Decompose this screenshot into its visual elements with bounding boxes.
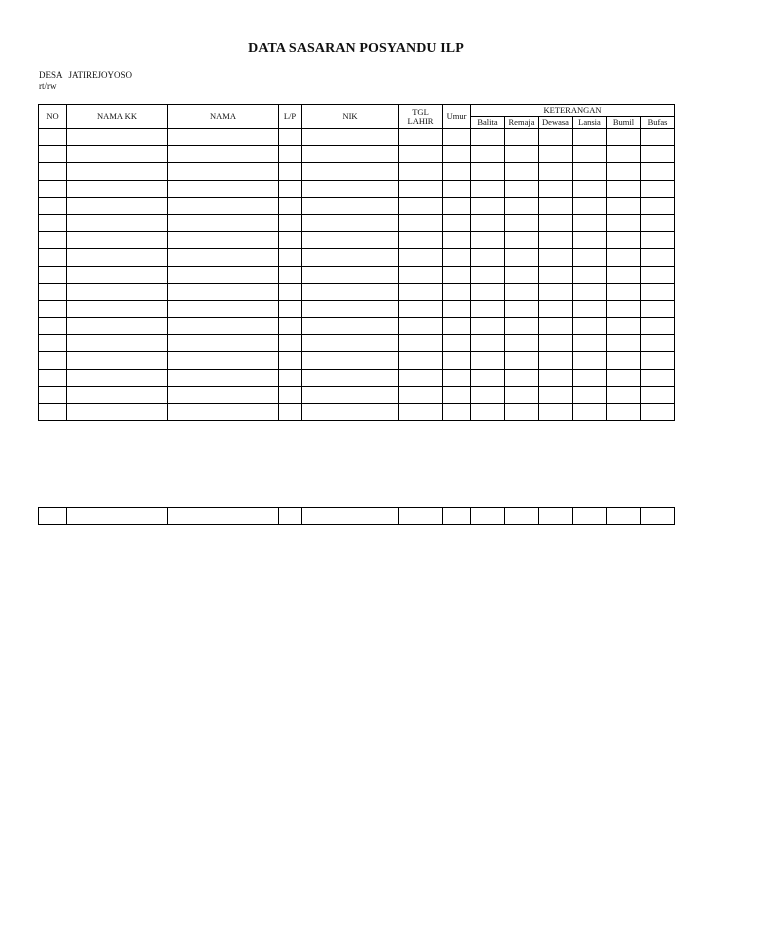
table-cell xyxy=(607,163,641,180)
table-row xyxy=(39,352,675,369)
table-cell xyxy=(539,180,573,197)
col-header-keterangan: KETERANGAN xyxy=(471,105,675,117)
table-cell xyxy=(573,508,607,525)
table-cell xyxy=(573,386,607,403)
table-cell xyxy=(573,197,607,214)
col-header-nama: NAMA xyxy=(168,105,279,129)
table-cell xyxy=(279,249,302,266)
table-cell xyxy=(279,163,302,180)
table-row xyxy=(39,335,675,352)
table-cell xyxy=(471,352,505,369)
table-cell xyxy=(302,249,399,266)
table-cell xyxy=(39,129,67,146)
table-cell xyxy=(168,369,279,386)
table-cell xyxy=(399,352,443,369)
table-cell xyxy=(302,197,399,214)
table-row xyxy=(39,266,675,283)
table-cell xyxy=(399,335,443,352)
table-row xyxy=(39,300,675,317)
table-cell xyxy=(505,146,539,163)
col-header-bufas: Bufas xyxy=(641,117,675,129)
table-cell xyxy=(505,283,539,300)
table-cell xyxy=(67,129,168,146)
table-cell xyxy=(279,283,302,300)
table-cell xyxy=(39,386,67,403)
table-cell xyxy=(471,335,505,352)
table-cell xyxy=(39,197,67,214)
summary-body xyxy=(39,508,675,525)
table-cell xyxy=(302,283,399,300)
table-cell xyxy=(302,180,399,197)
table-cell xyxy=(539,283,573,300)
table-cell xyxy=(471,146,505,163)
table-cell xyxy=(399,146,443,163)
table-cell xyxy=(279,232,302,249)
table-cell xyxy=(399,318,443,335)
table-cell xyxy=(302,146,399,163)
table-row xyxy=(39,180,675,197)
table-cell xyxy=(641,232,675,249)
table-cell xyxy=(279,180,302,197)
table-cell xyxy=(471,386,505,403)
table-row xyxy=(39,129,675,146)
col-header-lahir: LAHIR xyxy=(407,115,434,126)
table-cell xyxy=(607,214,641,231)
table-cell xyxy=(443,249,471,266)
table-cell xyxy=(443,197,471,214)
desa-line xyxy=(39,70,132,80)
table-body xyxy=(39,129,675,421)
table-cell xyxy=(279,146,302,163)
table-cell xyxy=(471,180,505,197)
table-cell xyxy=(443,369,471,386)
table-cell xyxy=(573,318,607,335)
table-cell xyxy=(505,232,539,249)
table-cell xyxy=(168,404,279,421)
table-cell xyxy=(641,404,675,421)
table-cell xyxy=(443,214,471,231)
table-cell xyxy=(39,146,67,163)
table-cell xyxy=(573,266,607,283)
table-cell xyxy=(39,249,67,266)
table-row xyxy=(39,163,675,180)
col-header-umur: Umur xyxy=(443,105,471,129)
table-cell xyxy=(641,369,675,386)
table-cell xyxy=(641,214,675,231)
table-cell xyxy=(471,232,505,249)
table-cell xyxy=(39,180,67,197)
table-row xyxy=(39,232,675,249)
col-header-lp: L/P xyxy=(279,105,302,129)
table-cell xyxy=(168,283,279,300)
table-cell xyxy=(471,283,505,300)
table-cell xyxy=(399,197,443,214)
table-cell xyxy=(573,283,607,300)
table-cell xyxy=(471,369,505,386)
table-cell xyxy=(443,266,471,283)
desa-value: JATIREJOYOSO xyxy=(68,70,133,80)
table-cell xyxy=(67,369,168,386)
col-header-bumil: Bumil xyxy=(607,117,641,129)
table-cell xyxy=(443,180,471,197)
table-cell xyxy=(302,352,399,369)
table-cell xyxy=(302,232,399,249)
table-row xyxy=(39,249,675,266)
table-cell xyxy=(443,508,471,525)
table-cell xyxy=(539,197,573,214)
table-cell xyxy=(399,163,443,180)
table-cell xyxy=(539,352,573,369)
table-row xyxy=(39,404,675,421)
table-cell xyxy=(607,249,641,266)
table-cell xyxy=(168,249,279,266)
table-cell xyxy=(168,146,279,163)
table-cell xyxy=(471,318,505,335)
col-header-tgl: TGL xyxy=(412,106,429,117)
col-header-nik: NIK xyxy=(302,105,399,129)
table-cell xyxy=(168,129,279,146)
table-cell xyxy=(471,163,505,180)
table-row xyxy=(39,283,675,300)
table-cell xyxy=(505,180,539,197)
table-cell xyxy=(279,300,302,317)
table-cell xyxy=(302,266,399,283)
table-cell xyxy=(168,214,279,231)
col-header-lansia: Lansia xyxy=(573,117,607,129)
table-cell xyxy=(607,386,641,403)
table-cell xyxy=(443,232,471,249)
table-cell xyxy=(279,508,302,525)
summary-row xyxy=(39,508,675,525)
table-cell xyxy=(573,163,607,180)
table-cell xyxy=(168,352,279,369)
table-cell xyxy=(641,146,675,163)
table-cell xyxy=(539,266,573,283)
table-cell xyxy=(471,508,505,525)
table-cell xyxy=(641,163,675,180)
table-cell xyxy=(539,369,573,386)
table-cell xyxy=(279,386,302,403)
table-cell xyxy=(607,300,641,317)
table-row xyxy=(39,214,675,231)
target-data-table xyxy=(38,104,675,421)
table-row xyxy=(39,369,675,386)
table-cell xyxy=(539,404,573,421)
table-cell xyxy=(573,300,607,317)
table-cell xyxy=(539,335,573,352)
table-cell xyxy=(67,266,168,283)
table-cell xyxy=(279,369,302,386)
table-cell xyxy=(67,300,168,317)
table-cell xyxy=(573,180,607,197)
table-cell xyxy=(641,283,675,300)
table-cell xyxy=(607,352,641,369)
table-cell xyxy=(573,335,607,352)
table-cell xyxy=(168,318,279,335)
table-row xyxy=(39,197,675,214)
table-cell xyxy=(471,197,505,214)
table-cell xyxy=(573,369,607,386)
table-cell xyxy=(302,386,399,403)
table-cell xyxy=(607,232,641,249)
col-header-dewasa: Dewasa xyxy=(539,117,573,129)
table-cell xyxy=(168,232,279,249)
table-cell xyxy=(607,335,641,352)
table-cell xyxy=(573,232,607,249)
table-cell xyxy=(39,163,67,180)
table-cell xyxy=(471,129,505,146)
table-cell xyxy=(443,129,471,146)
table-cell xyxy=(539,129,573,146)
table-cell xyxy=(399,369,443,386)
table-cell xyxy=(39,404,67,421)
table-cell xyxy=(607,146,641,163)
table-cell xyxy=(399,249,443,266)
table-cell xyxy=(168,386,279,403)
desa-label: DESA xyxy=(39,70,63,80)
table-cell xyxy=(399,508,443,525)
table-cell xyxy=(279,266,302,283)
table-cell xyxy=(505,369,539,386)
table-cell xyxy=(67,249,168,266)
table-cell xyxy=(607,197,641,214)
table-cell xyxy=(279,404,302,421)
table-cell xyxy=(39,335,67,352)
table-cell xyxy=(168,266,279,283)
table-cell xyxy=(641,249,675,266)
table-cell xyxy=(67,163,168,180)
table-cell xyxy=(443,163,471,180)
table-cell xyxy=(67,283,168,300)
table-cell xyxy=(302,163,399,180)
rtrw-label: rt/rw xyxy=(39,81,57,91)
table-cell xyxy=(539,508,573,525)
table-cell xyxy=(641,266,675,283)
table-cell xyxy=(607,404,641,421)
table-cell xyxy=(641,508,675,525)
table-cell xyxy=(471,300,505,317)
table-cell xyxy=(505,214,539,231)
table-cell xyxy=(399,386,443,403)
table-cell xyxy=(505,249,539,266)
table-cell xyxy=(399,283,443,300)
table-cell xyxy=(67,232,168,249)
table-cell xyxy=(39,352,67,369)
table-cell xyxy=(505,404,539,421)
table-cell xyxy=(302,508,399,525)
table-cell xyxy=(641,318,675,335)
table-cell xyxy=(539,163,573,180)
table-cell xyxy=(505,508,539,525)
table-cell xyxy=(505,352,539,369)
table-cell xyxy=(279,335,302,352)
table-cell xyxy=(641,180,675,197)
table-cell xyxy=(443,404,471,421)
table-cell xyxy=(302,404,399,421)
table-cell xyxy=(471,266,505,283)
table-cell xyxy=(607,283,641,300)
table-cell xyxy=(443,283,471,300)
table-cell xyxy=(279,352,302,369)
table-cell xyxy=(279,129,302,146)
table-cell xyxy=(168,300,279,317)
table-cell xyxy=(641,197,675,214)
table-cell xyxy=(39,508,67,525)
table-cell xyxy=(573,146,607,163)
table-cell xyxy=(539,318,573,335)
table-cell xyxy=(39,318,67,335)
table-cell xyxy=(505,300,539,317)
page-title: DATA SASARAN POSYANDU ILP xyxy=(248,41,464,56)
table-cell xyxy=(39,232,67,249)
table-cell xyxy=(168,197,279,214)
summary-table xyxy=(38,507,675,525)
table-cell xyxy=(573,214,607,231)
table-cell xyxy=(505,335,539,352)
table-cell xyxy=(279,197,302,214)
table-cell xyxy=(443,335,471,352)
table-cell xyxy=(302,129,399,146)
table-cell xyxy=(168,163,279,180)
table-cell xyxy=(67,214,168,231)
table-cell xyxy=(641,335,675,352)
table-cell xyxy=(573,249,607,266)
table-row xyxy=(39,146,675,163)
table-cell xyxy=(67,404,168,421)
table-cell xyxy=(279,214,302,231)
table-cell xyxy=(573,352,607,369)
table-cell xyxy=(539,214,573,231)
table-cell xyxy=(443,146,471,163)
table-cell xyxy=(399,404,443,421)
table-cell xyxy=(607,369,641,386)
table-cell xyxy=(67,146,168,163)
col-header-balita: Balita xyxy=(471,117,505,129)
table-cell xyxy=(607,180,641,197)
table-cell xyxy=(471,404,505,421)
table-cell xyxy=(399,300,443,317)
table-cell xyxy=(607,129,641,146)
table-cell xyxy=(443,300,471,317)
table-row xyxy=(39,386,675,403)
table-cell xyxy=(505,318,539,335)
table-cell xyxy=(539,232,573,249)
col-header-remaja: Remaja xyxy=(505,117,539,129)
table-cell xyxy=(399,129,443,146)
table-cell xyxy=(67,180,168,197)
table-cell xyxy=(399,232,443,249)
table-cell xyxy=(505,197,539,214)
table-cell xyxy=(471,249,505,266)
table-cell xyxy=(302,300,399,317)
col-header-nama-kk: NAMA KK xyxy=(67,105,168,129)
table-cell xyxy=(641,300,675,317)
col-header-tgl-lahir xyxy=(399,105,443,129)
table-cell xyxy=(539,386,573,403)
table-cell xyxy=(641,352,675,369)
table-cell xyxy=(573,404,607,421)
table-cell xyxy=(539,249,573,266)
table-cell xyxy=(471,214,505,231)
table-cell xyxy=(505,129,539,146)
table-cell xyxy=(168,508,279,525)
table-cell xyxy=(67,508,168,525)
table-cell xyxy=(443,318,471,335)
table-cell xyxy=(302,318,399,335)
table-cell xyxy=(168,335,279,352)
table-cell xyxy=(607,508,641,525)
table-cell xyxy=(168,180,279,197)
table-cell xyxy=(443,386,471,403)
table-cell xyxy=(607,318,641,335)
table-cell xyxy=(573,129,607,146)
table-cell xyxy=(39,369,67,386)
table-cell xyxy=(399,180,443,197)
table-row xyxy=(39,318,675,335)
table-cell xyxy=(641,386,675,403)
table-cell xyxy=(505,163,539,180)
table-cell xyxy=(67,318,168,335)
table-cell xyxy=(539,146,573,163)
table-cell xyxy=(67,352,168,369)
table-cell xyxy=(505,266,539,283)
table-cell xyxy=(443,352,471,369)
table-cell xyxy=(67,335,168,352)
table-cell xyxy=(39,266,67,283)
table-cell xyxy=(67,386,168,403)
col-header-no: NO xyxy=(39,105,67,129)
table-cell xyxy=(302,214,399,231)
table-cell xyxy=(39,214,67,231)
table-cell xyxy=(505,386,539,403)
table-cell xyxy=(39,283,67,300)
table-cell xyxy=(302,369,399,386)
table-cell xyxy=(399,266,443,283)
table-cell xyxy=(67,197,168,214)
table-cell xyxy=(279,318,302,335)
table-cell xyxy=(39,300,67,317)
table-cell xyxy=(641,129,675,146)
table-cell xyxy=(302,335,399,352)
table-cell xyxy=(539,300,573,317)
table-cell xyxy=(607,266,641,283)
table-cell xyxy=(399,214,443,231)
